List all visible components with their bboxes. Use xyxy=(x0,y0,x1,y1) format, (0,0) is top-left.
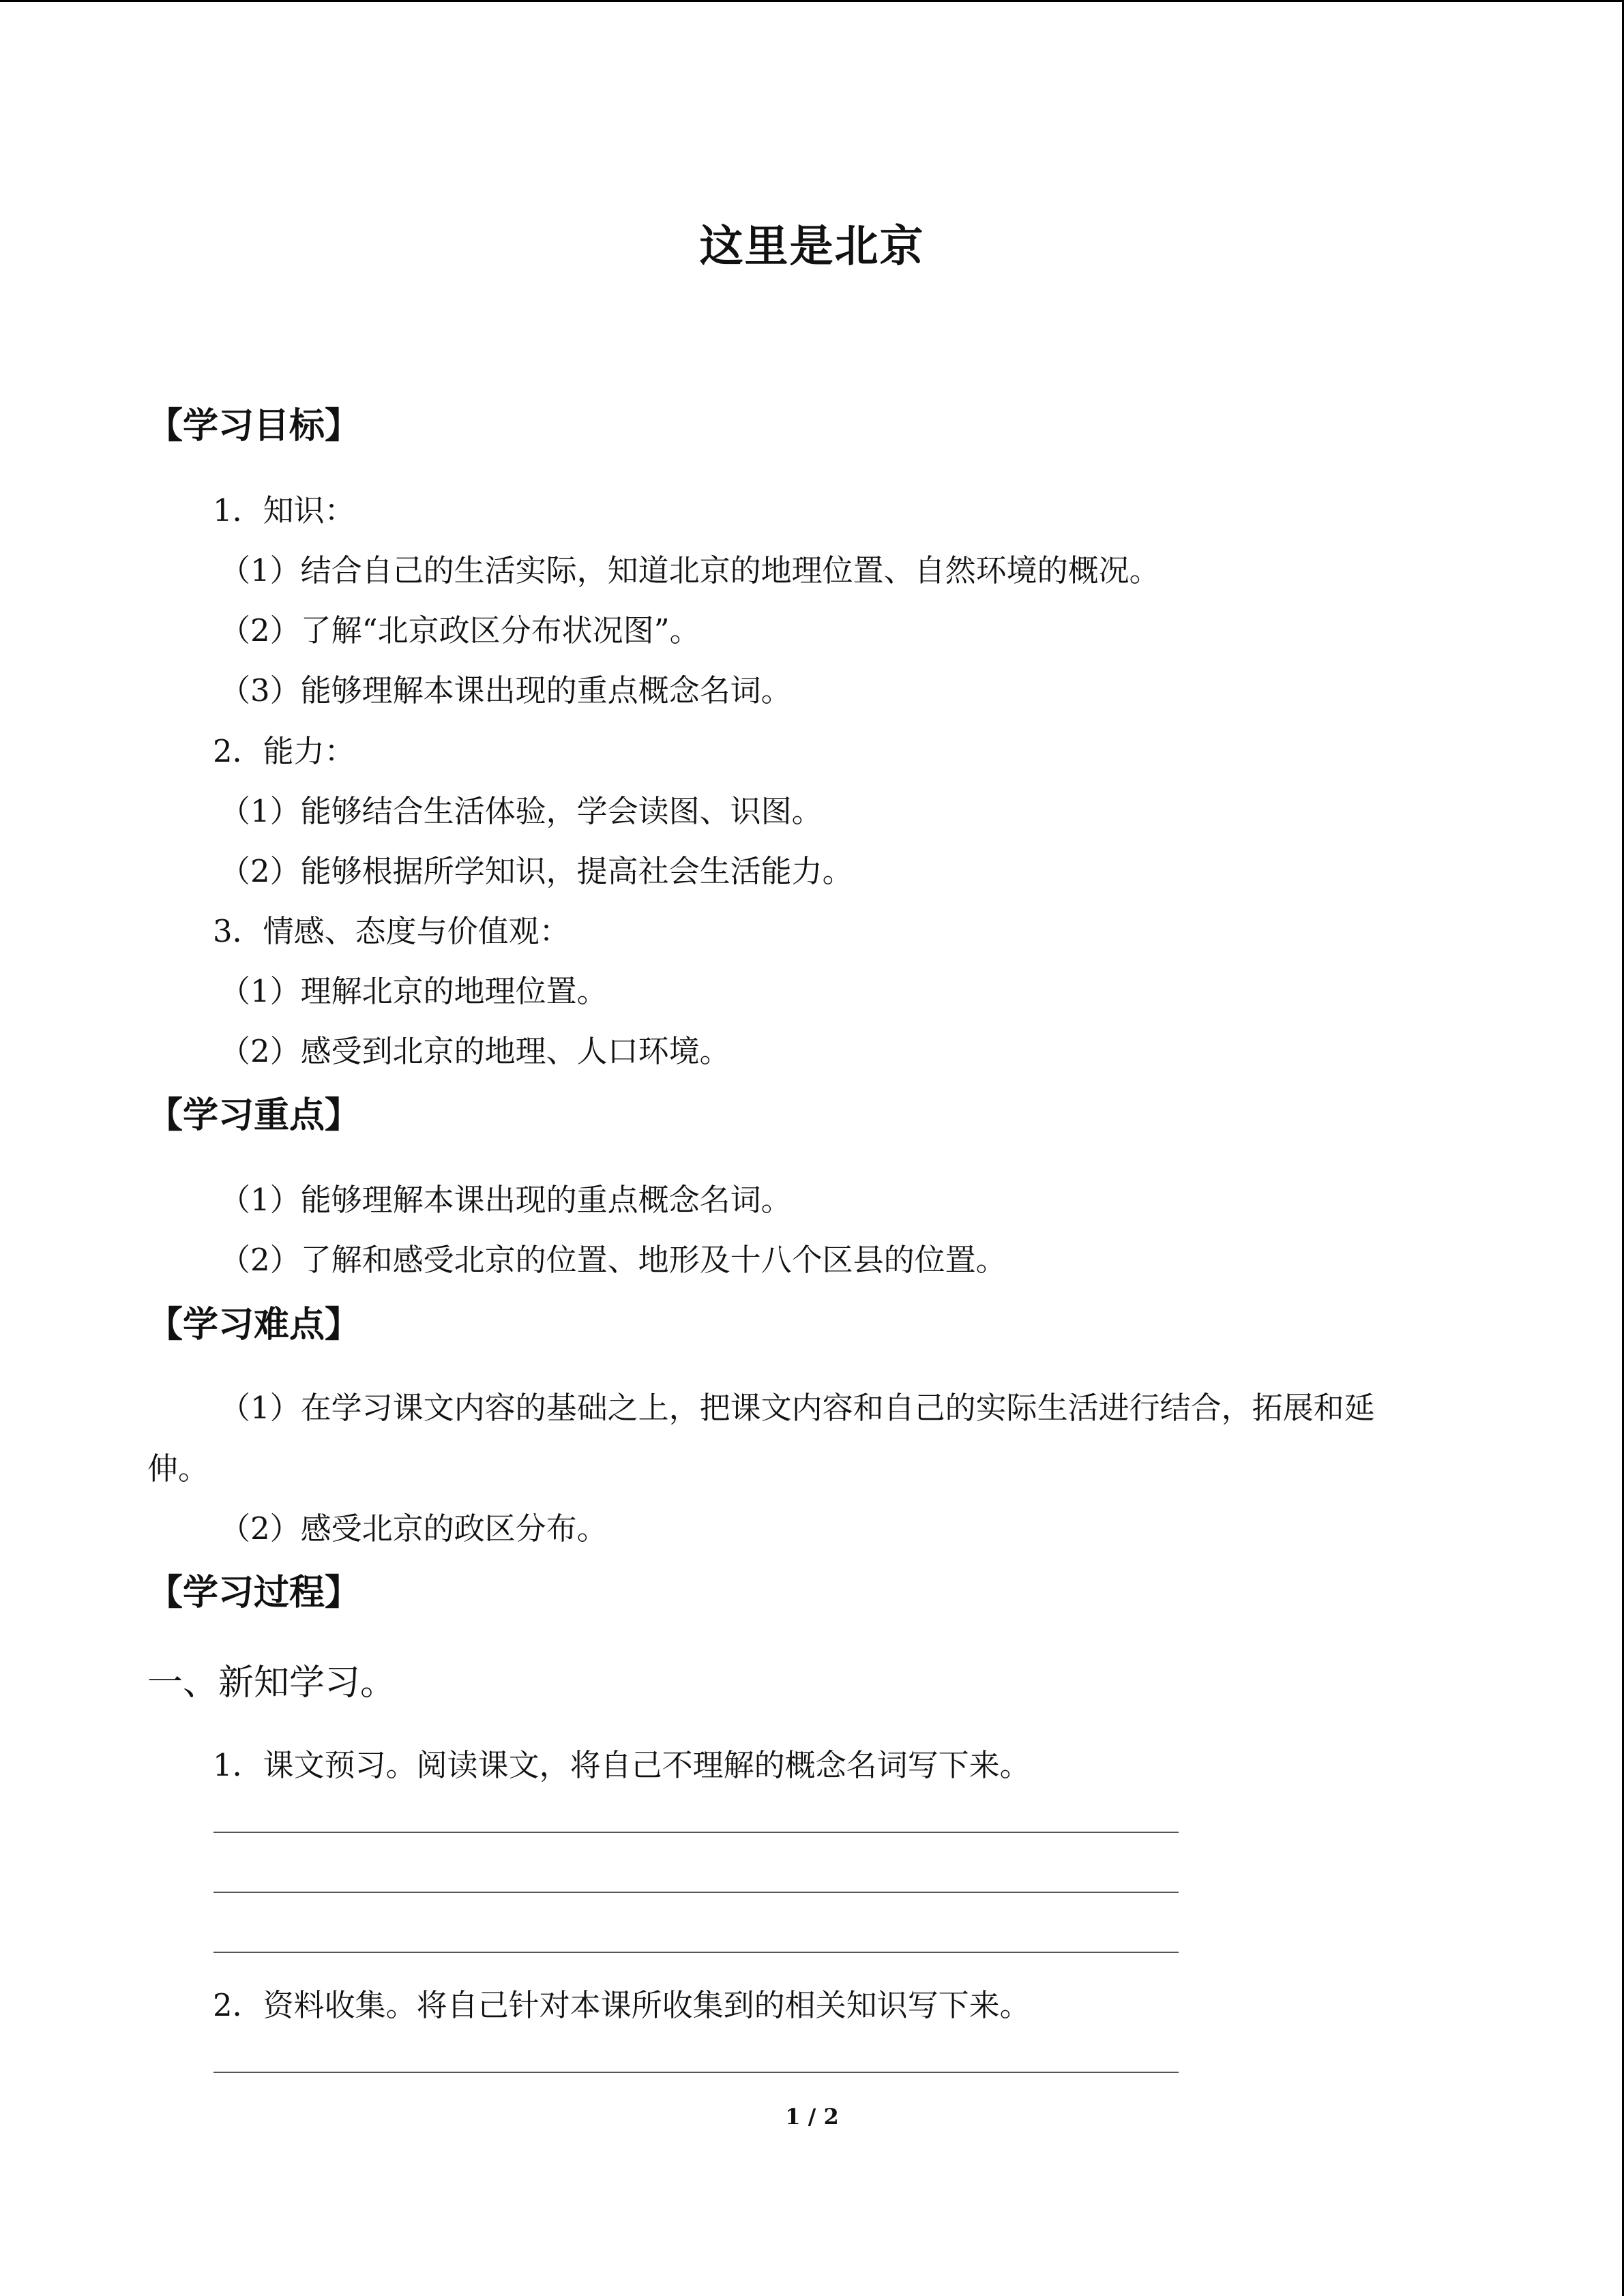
heading-key-points: 【学习重点】 xyxy=(147,1095,361,1136)
answer-line[interactable] xyxy=(213,1832,1179,1833)
answer-line[interactable] xyxy=(213,1952,1179,1953)
heading-learning-goals: 【学习目标】 xyxy=(147,406,361,447)
goal-ability-item: （2）能够根据所学知识，提高社会生活能力。 xyxy=(220,853,853,889)
part-heading-new-knowledge: 一、新知学习。 xyxy=(147,1663,396,1703)
goal-emotion-item: （2）感受到北京的地理、人口环境。 xyxy=(220,1033,730,1069)
top-border xyxy=(0,0,1624,2)
difficulty-item-line2: 伸。 xyxy=(147,1450,209,1487)
page-title: 这里是北京 xyxy=(699,222,925,272)
goal-knowledge-item: （2）了解“北京政区分布状况图”。 xyxy=(220,612,700,648)
goal-ability-label: 2．能力： xyxy=(213,733,355,769)
task-collect-materials: 2．资料收集。将自己针对本课所收集到的相关知识写下来。 xyxy=(213,1987,1031,2023)
task-preview: 1．课文预习。阅读课文，将自己不理解的概念名词写下来。 xyxy=(213,1747,1031,1783)
difficulty-item-line1: （1）在学习课文内容的基础之上，把课文内容和自己的实际生活进行结合，拓展和延 xyxy=(220,1390,1375,1426)
goal-knowledge-label: 1．知识： xyxy=(213,492,355,528)
goal-ability-item: （1）能够结合生活体验，学会读图、识图。 xyxy=(220,793,823,829)
goal-emotion-item: （1）理解北京的地理位置。 xyxy=(220,973,608,1009)
answer-line[interactable] xyxy=(213,2072,1179,2073)
heading-learning-process: 【学习过程】 xyxy=(147,1572,361,1613)
goal-knowledge-item: （3）能够理解本课出现的重点概念名词。 xyxy=(220,672,792,709)
difficulty-item: （2）感受北京的政区分布。 xyxy=(220,1510,608,1547)
goal-emotion-label: 3．情感、态度与价值观： xyxy=(213,913,570,949)
key-point-item: （2）了解和感受北京的位置、地形及十八个区县的位置。 xyxy=(220,1242,1007,1278)
key-point-item: （1）能够理解本课出现的重点概念名词。 xyxy=(220,1182,792,1218)
heading-difficulties: 【学习难点】 xyxy=(147,1304,361,1345)
page-number: 1 / 2 xyxy=(785,2104,839,2130)
answer-line[interactable] xyxy=(213,1892,1179,1893)
goal-knowledge-item: （1）结合自己的生活实际，知道北京的地理位置、自然环境的概况。 xyxy=(220,552,1160,588)
